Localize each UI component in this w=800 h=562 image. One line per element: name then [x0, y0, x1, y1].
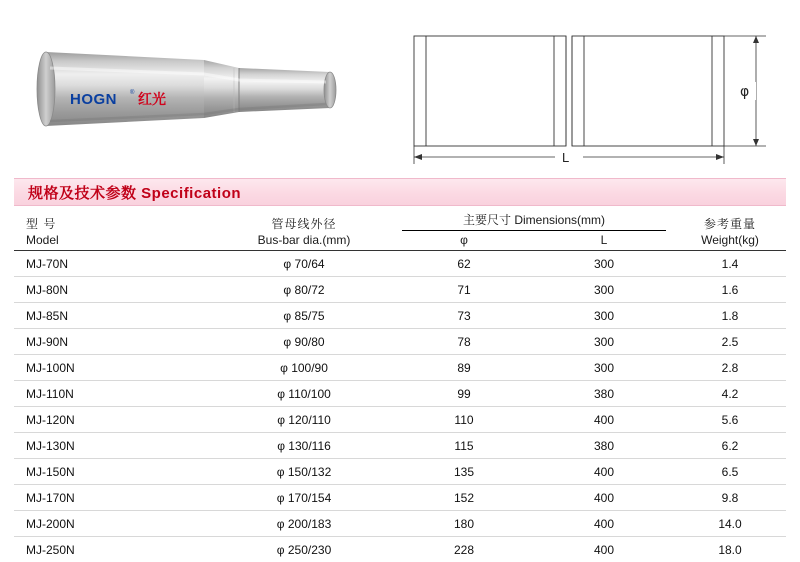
cell-phi: 180 [394, 511, 534, 537]
cell-busbar: φ 170/154 [214, 485, 394, 511]
header-length: L [534, 232, 674, 248]
table-row [14, 433, 786, 459]
cell-weight: 6.2 [674, 433, 786, 459]
cell-weight: 5.6 [674, 407, 786, 433]
cell-weight: 1.8 [674, 303, 786, 329]
cell-phi: 78 [394, 329, 534, 355]
cell-length: 300 [534, 329, 674, 355]
cell-length: 300 [534, 355, 674, 381]
cell-length: 400 [534, 485, 674, 511]
header-weight [674, 212, 786, 248]
table-row [14, 485, 786, 511]
cell-model: MJ-130N [14, 433, 214, 459]
cell-model: MJ-110N [14, 381, 214, 407]
cell-phi: 62 [394, 251, 534, 277]
cell-model: MJ-200N [14, 511, 214, 537]
table-row [14, 407, 786, 433]
cell-length: 300 [534, 303, 674, 329]
cell-busbar: φ 70/64 [214, 251, 394, 277]
header-dimensions-rule [402, 230, 666, 231]
cell-model: MJ-90N [14, 329, 214, 355]
tube-connector-photo-svg [34, 22, 344, 152]
table-row [14, 511, 786, 537]
cell-busbar: φ 110/100 [214, 381, 394, 407]
header-weight-en: Weight(kg) [674, 232, 786, 248]
illustration-area [0, 0, 800, 172]
header-weight-cn: 参考重量 [674, 216, 786, 232]
cell-weight: 14.0 [674, 511, 786, 537]
cell-phi: 115 [394, 433, 534, 459]
section-title: 规格及技术参数 Specification [28, 182, 241, 203]
cell-model: MJ-70N [14, 251, 214, 277]
header-busbar [214, 212, 394, 248]
cell-model: MJ-100N [14, 355, 214, 381]
cell-length: 400 [534, 459, 674, 485]
cell-busbar: φ 120/110 [214, 407, 394, 433]
specification-table-wrapper [14, 212, 786, 562]
header-phi: φ [394, 232, 534, 248]
cell-model: MJ-80N [14, 277, 214, 303]
cell-length: 400 [534, 511, 674, 537]
cell-weight: 2.8 [674, 355, 786, 381]
table-body [14, 251, 786, 562]
table-row [14, 537, 786, 562]
cell-weight: 1.6 [674, 277, 786, 303]
svg-text:红光: 红光 [138, 91, 166, 108]
cell-length: 400 [534, 407, 674, 433]
cell-phi: 73 [394, 303, 534, 329]
cell-model: MJ-170N [14, 485, 214, 511]
table-head [14, 212, 786, 251]
cell-phi: 110 [394, 407, 534, 433]
section-header-bar [14, 178, 786, 206]
header-model-en: Model [14, 232, 214, 248]
header-busbar-en: Bus-bar dia.(mm) [214, 232, 394, 248]
cell-phi: 228 [394, 537, 534, 562]
table-row [14, 329, 786, 355]
length-dimension-label: L [562, 150, 569, 165]
cell-model: MJ-150N [14, 459, 214, 485]
diameter-dimension-label: φ [740, 84, 749, 100]
specification-table [14, 212, 786, 562]
header-model-cn: 型 号 [14, 216, 214, 232]
table-row [14, 303, 786, 329]
cell-busbar: φ 80/72 [214, 277, 394, 303]
cell-model: MJ-85N [14, 303, 214, 329]
cell-busbar: φ 250/230 [214, 537, 394, 562]
cell-busbar: φ 90/80 [214, 329, 394, 355]
cell-weight: 2.5 [674, 329, 786, 355]
cell-busbar: φ 100/90 [214, 355, 394, 381]
cell-length: 300 [534, 251, 674, 277]
cell-length: 380 [534, 381, 674, 407]
technical-drawing-svg [398, 16, 788, 168]
cell-weight: 18.0 [674, 537, 786, 562]
cell-phi: 99 [394, 381, 534, 407]
table-row [14, 277, 786, 303]
header-busbar-cn: 管母线外径 [214, 216, 394, 232]
header-dimensions-group [394, 212, 674, 248]
header-model [14, 212, 214, 248]
svg-text:HOGN: HOGN [70, 91, 117, 108]
svg-text:®: ® [130, 89, 135, 96]
cell-busbar: φ 130/116 [214, 433, 394, 459]
cell-length: 300 [534, 277, 674, 303]
cell-phi: 89 [394, 355, 534, 381]
table-row [14, 355, 786, 381]
cell-weight: 9.8 [674, 485, 786, 511]
product-photo [34, 22, 344, 152]
cell-weight: 6.5 [674, 459, 786, 485]
cell-busbar: φ 200/183 [214, 511, 394, 537]
cell-model: MJ-250N [14, 537, 214, 562]
cell-phi: 135 [394, 459, 534, 485]
cell-model: MJ-120N [14, 407, 214, 433]
cell-length: 380 [534, 433, 674, 459]
cell-weight: 1.4 [674, 251, 786, 277]
cell-phi: 152 [394, 485, 534, 511]
header-dimensions-label: 主要尺寸 Dimensions(mm) [394, 212, 674, 228]
technical-drawing [398, 16, 788, 168]
table-row [14, 459, 786, 485]
table-row [14, 251, 786, 277]
cell-busbar: φ 150/132 [214, 459, 394, 485]
cell-phi: 71 [394, 277, 534, 303]
cell-weight: 4.2 [674, 381, 786, 407]
table-row [14, 381, 786, 407]
cell-length: 400 [534, 537, 674, 562]
cell-busbar: φ 85/75 [214, 303, 394, 329]
